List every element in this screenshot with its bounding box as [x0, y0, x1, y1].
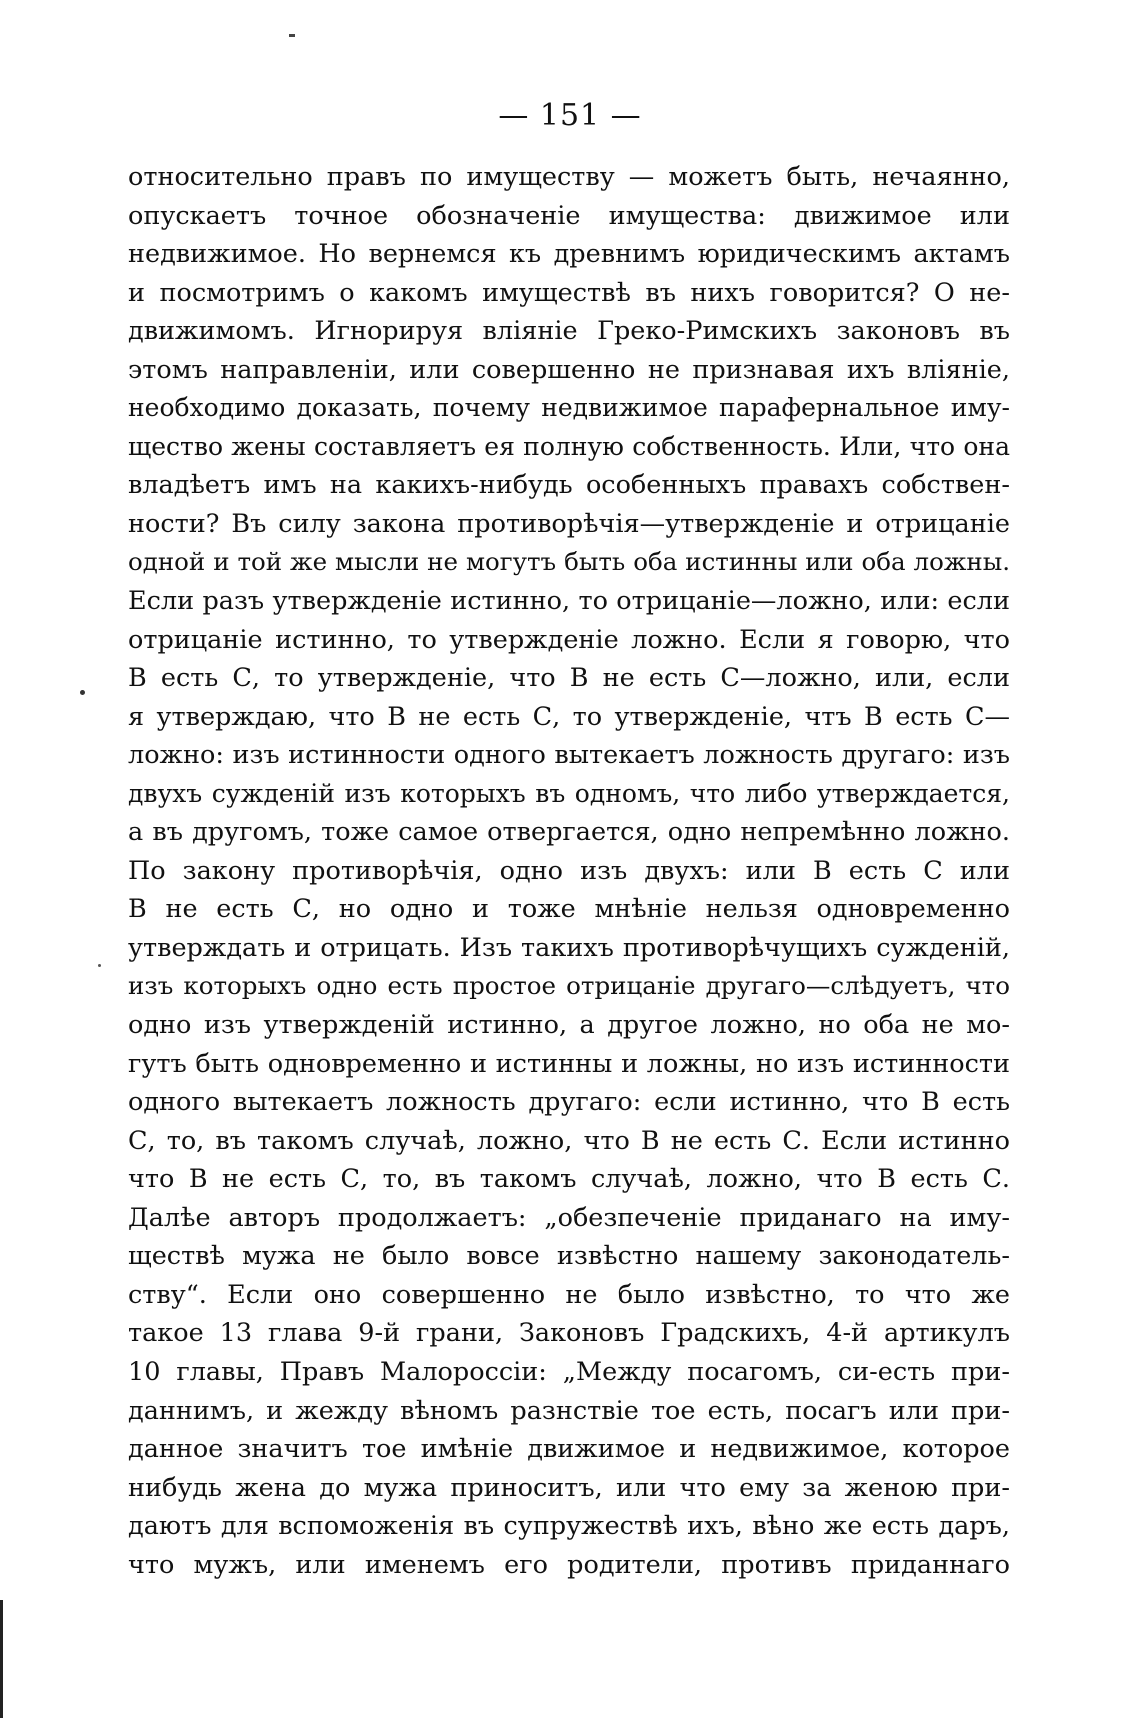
page-edge-shadow: [0, 1600, 3, 1718]
text-line: ложно: изъ истинности одного вытекаетъ ложность другаго: изъ: [128, 740, 1010, 771]
text-line: ществѣ мужа не было вовсе извѣстно нашему законодатель-: [128, 1241, 1010, 1272]
text-line: необходимо доказать, почему недвижимое парафернальное иму-: [128, 393, 1010, 423]
text-line: одного вытекаетъ ложность другаго: если истинно, что В есть: [128, 1087, 1010, 1118]
stray-dot: [98, 964, 101, 967]
text-line: щество жены составляетъ ея полную собственность. Или, что она: [128, 431, 1010, 461]
text-line: В есть С, то утвержденіе, что В не есть С—ложно, или, если: [128, 663, 1010, 694]
text-line: двухъ сужденій изъ которыхъ въ одномъ, что либо утверждается,: [128, 778, 1010, 808]
text-line: даннимъ, и жежду вѣномъ разнствіе тое есть, посагъ или при-: [128, 1395, 1010, 1426]
body-text: [128, 158, 1010, 1584]
text-line: ству“. Если оно совершенно не было извѣстно, то что же: [128, 1279, 1010, 1310]
text-line: одно изъ утвержденій истинно, а другое ложно, но оба не мо-: [128, 1010, 1010, 1041]
text-line: отрицаніе истинно, то утвержденіе ложно. Если я говорю, что: [128, 624, 1010, 655]
text-line: даютъ для вспоможенія въ супружествѣ ихъ, вѣно же есть даръ,: [128, 1511, 1010, 1542]
text-line: гутъ быть одновременно и истинны и ложны, но изъ истинности: [128, 1048, 1010, 1079]
text-line: одной и той же мысли не могутъ быть оба истинны или оба ложны.: [128, 547, 1010, 577]
text-line: Далѣе авторъ продолжаетъ: „обезпеченіе приданаго на иму-: [128, 1202, 1010, 1233]
text-line: и посмотримъ о какомъ имуществѣ въ нихъ говорится? О не-: [128, 277, 1010, 308]
text-line: В не есть С, но одно и тоже мнѣніе нельзя одновременно: [128, 894, 1010, 925]
page-number: — 151 —: [498, 98, 642, 133]
text-line: 10 главы, Правъ Малороссіи: „Между посагомъ, си-есть при-: [128, 1356, 1010, 1387]
text-line: недвижимое. Но вернемся къ древнимъ юридическимъ актамъ: [128, 239, 1010, 270]
text-line: этомъ направленіи, или совершенно не признавая ихъ вліяніе,: [128, 354, 1010, 385]
text-line: нибудь жена до мужа приноситъ, или что ему за женою при-: [128, 1472, 1010, 1503]
stray-dot: [80, 690, 85, 695]
text-line: По закону противорѣчія, одно изъ двухъ: или В есть С или: [128, 855, 1010, 886]
text-line: что мужъ, или именемъ его родители, противъ приданнаго: [128, 1549, 1010, 1580]
text-line: изъ которыхъ одно есть простое отрицаніе другаго—слѣдуетъ, что: [128, 971, 1010, 1001]
text-line: данное значитъ тое имѣніе движимое и недвижимое, которое: [128, 1434, 1010, 1465]
text-line: владѣетъ имъ на какихъ-нибудь особенныхъ правахъ собствен-: [128, 470, 1010, 501]
text-line: движимомъ. Игнорируя вліяніе Греко-Римскихъ законовъ въ: [128, 316, 1010, 347]
text-line: ности? Въ силу закона противорѣчія—утвержденіе и отрицаніе: [128, 508, 1010, 539]
text-line: утверждать и отрицать. Изъ такихъ противорѣчущихъ сужденій,: [128, 932, 1010, 963]
text-line: а въ другомъ, тоже самое отвергается, одно непремѣнно ложно.: [128, 817, 1010, 848]
stray-mark: [289, 34, 295, 37]
text-line: что В не есть С, то, въ такомъ случаѣ, ложно, что В есть С.: [128, 1164, 1010, 1195]
text-line: Если разъ утвержденіе истинно, то отрицаніе—ложно, или: если: [128, 586, 1010, 617]
text-line: опускаетъ точное обозначеніе имущества: движимое или: [128, 200, 1010, 231]
text-line: С, то, въ такомъ случаѣ, ложно, что В не есть С. Если истинно: [128, 1125, 1010, 1156]
text-line: такое 13 глава 9-й грани, Законовъ Градскихъ, 4-й артикулъ: [128, 1318, 1010, 1349]
text-line: относительно правъ по имуществу — можетъ быть, нечаянно,: [128, 162, 1010, 192]
text-line: я утверждаю, что В не есть С, то утвержденіе, чтъ В есть С—: [128, 701, 1010, 732]
